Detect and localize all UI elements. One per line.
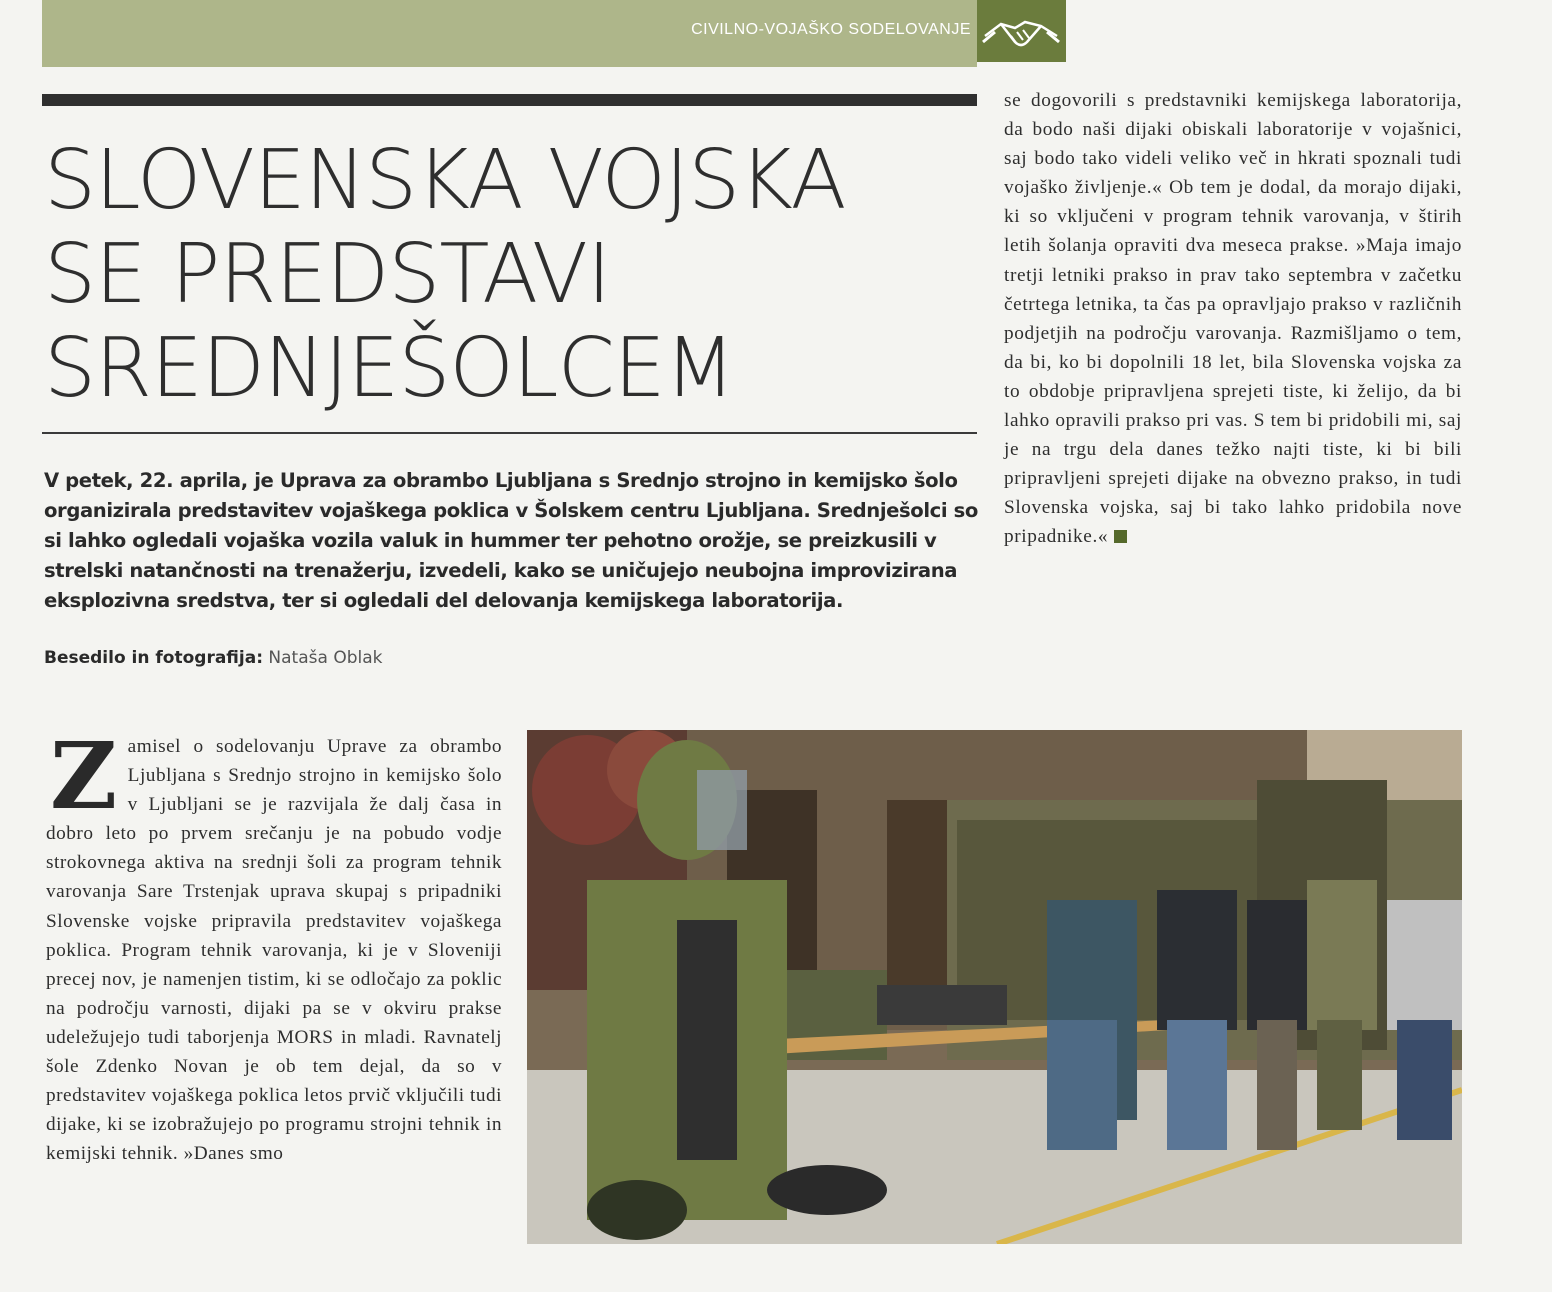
title-line: SLOVENSKA VOJSKA — [44, 133, 846, 228]
byline — [44, 648, 382, 668]
title-bottom-rule — [42, 432, 977, 434]
section-label: CIVILNO-VOJAŠKO SODELOVANJE — [691, 21, 971, 38]
handshake-icon — [981, 2, 1061, 58]
title-line: SE PREDSTAVI — [44, 227, 611, 322]
article-title — [44, 134, 974, 416]
body-text: amisel o sodelovanju Uprave za obrambo Ljubljana s Srednjo strojno in kemijsko šolo v Ljubljani se je razvijala že dalj časa in dobro leto po prvem srečanju je na pobudo vodje strokovnega aktiva na srednji šoli za program tehnik varovanja Sare Trstenjak uprava skupaj s pripadniki Slovenske vojske pripravila predstavitev vojaškega poklica. Program tehnik varovanja, ki je v Sloveniji precej nov, je namenjen tistim, ki se odločajo za poklic na področju varnosti, dijaki pa se v okviru prakse udeležujejo tudi taborjenja MORS in mladi. Ravnatelj šole Zdenko Novan je ob tem dejal, da so v predstavitev vojaškega poklica letos prvič vključili tudi dijake, ki se izobražujejo po programu strojni tehnik in kemijski tehnik. »Danes smo — [46, 736, 502, 1165]
body-paragraph — [46, 722, 502, 1168]
dropcap: Z — [50, 722, 118, 830]
lead-paragraph: V petek, 22. aprila, je Uprava za obrambo Ljubljana s Srednjo strojno in kemijsko šolo organizirala predstavitev vojaškega poklica v Šolskem centru Ljubljana. Srednješolci so si lahko ogledali vojaška vozila valuk in hummer ter pehotno orožje, se preizkusili v strelski natančnosti na trenažerju, izvedeli, kako se uničujejo neubojna improvizirana eksplozivna sredstva, ter si ogledali del delovanja kemijskega laboratorija. — [44, 469, 978, 612]
end-mark — [1114, 530, 1127, 543]
photo-bomb-suit-exhibit — [527, 730, 1462, 1244]
article-column-right — [1004, 86, 1462, 552]
body-paragraph-continued — [1004, 86, 1462, 552]
section-icon-box — [977, 0, 1066, 62]
article-column-left — [46, 722, 502, 1168]
title-top-rule — [42, 94, 977, 106]
byline-author: Nataša Oblak — [268, 648, 383, 668]
byline-label: Besedilo in fotografija: — [44, 648, 264, 668]
body-text-continued: se dogovorili s predstavniki kemijskega laboratorija, da bodo naši dijaki obiskali laboratorije v vojašnici, saj bodo tako videli veliko več in hkrati spoznali tudi vojaško življenje.« Ob tem je dodal, da morajo dijaki, ki so vključeni v program tehnik varovanja, v štirih letih šolanja opraviti dva meseca prakse. »Maja imajo tretji letniki prakso in prav tako septembra v začetku četrtega letnika, ta čas pa opravljajo prakso v različnih podjetjih na področju varovanja. Razmišljamo o tem, da bi, ko bi dopolnili 18 let, bila Slovenska vojska za to obdobje pripravljena sprejeti tiste, ki želijo, da bi lahko opravili prakso pri vas. S tem bi pridobili mi, saj je na trgu dela danes težko najti tiste, ki bi bili pripravljeni sprejeti dijake na obvezno prakso, in tudi Slovenska vojska, saj bi tako lahko pridobila nove pripadnike.« — [1004, 90, 1462, 548]
article-photo — [527, 730, 1462, 1244]
title-line: SREDNJEŠOLCEM — [44, 321, 735, 416]
section-header-band — [42, 0, 977, 67]
